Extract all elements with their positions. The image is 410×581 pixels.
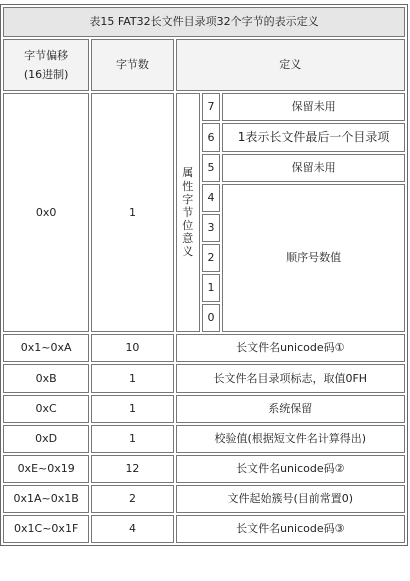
row-bytes: 1 [91, 425, 173, 453]
row-offset: 0x1A~0x1B [3, 485, 89, 513]
attr-char: 性 [182, 179, 194, 193]
row-bytes: 1 [91, 364, 173, 393]
bit-2: 2 [202, 244, 220, 272]
row-offset: 0xB [3, 364, 89, 393]
attr-char: 意 [182, 232, 194, 246]
bit-7-meaning: 保留未用 [222, 93, 405, 121]
row-offset: 0xC [3, 395, 89, 423]
row-definition: 长文件名目录项标志，取值0FH [176, 364, 405, 393]
fat32-lfn-table [0, 4, 408, 546]
bit-6-meaning: 1表示长文件最后一个目录项 [222, 123, 405, 152]
row-definition: 长文件名unicode码② [176, 455, 405, 483]
bit-7: 7 [202, 93, 220, 121]
row-bytes: 1 [91, 395, 173, 423]
bit-5-meaning: 保留未用 [222, 154, 405, 182]
row-bytes: 12 [91, 455, 173, 483]
attr-char: 义 [182, 245, 194, 259]
row-offset: 0xD [3, 425, 89, 453]
attr-char: 属 [182, 166, 194, 180]
bit-5: 5 [202, 154, 220, 182]
bit-3: 3 [202, 214, 220, 242]
header-bytes: 字节数 [91, 39, 173, 91]
row0-bytes: 1 [91, 93, 173, 332]
bit-0: 0 [202, 304, 220, 332]
row-definition: 长文件名unicode码① [176, 334, 405, 362]
row-offset: 0x1~0xA [3, 334, 89, 362]
attr-char: 字 [182, 192, 194, 206]
row0-offset: 0x0 [3, 93, 89, 332]
bit-1: 1 [202, 274, 220, 302]
bits-0-4-meaning: 顺序号数值 [222, 184, 405, 332]
row-bytes: 4 [91, 515, 173, 543]
header-offset [3, 39, 89, 91]
header-offset-line1: 字节偏移 [24, 48, 69, 62]
row-offset: 0xE~0x19 [3, 455, 89, 483]
table-title: 表15 FAT32长文件目录项32个字节的表示定义 [3, 7, 405, 37]
attribute-bit-meaning-label [176, 93, 200, 332]
row-bytes: 2 [91, 485, 173, 513]
row-offset: 0x1C~0x1F [3, 515, 89, 543]
row-definition: 校验值(根据短文件名计算得出) [176, 425, 405, 453]
row-definition: 系统保留 [176, 395, 405, 423]
row-bytes: 10 [91, 334, 173, 362]
bit-6: 6 [202, 123, 220, 152]
attr-char: 节 [182, 205, 194, 219]
header-definition: 定义 [176, 39, 405, 91]
bit-4: 4 [202, 184, 220, 212]
row-definition: 文件起始簇号(目前常置0) [176, 485, 405, 513]
header-offset-line2: (16进制) [23, 68, 69, 81]
row-definition: 长文件名unicode码③ [176, 515, 405, 543]
attr-char: 位 [182, 219, 194, 233]
